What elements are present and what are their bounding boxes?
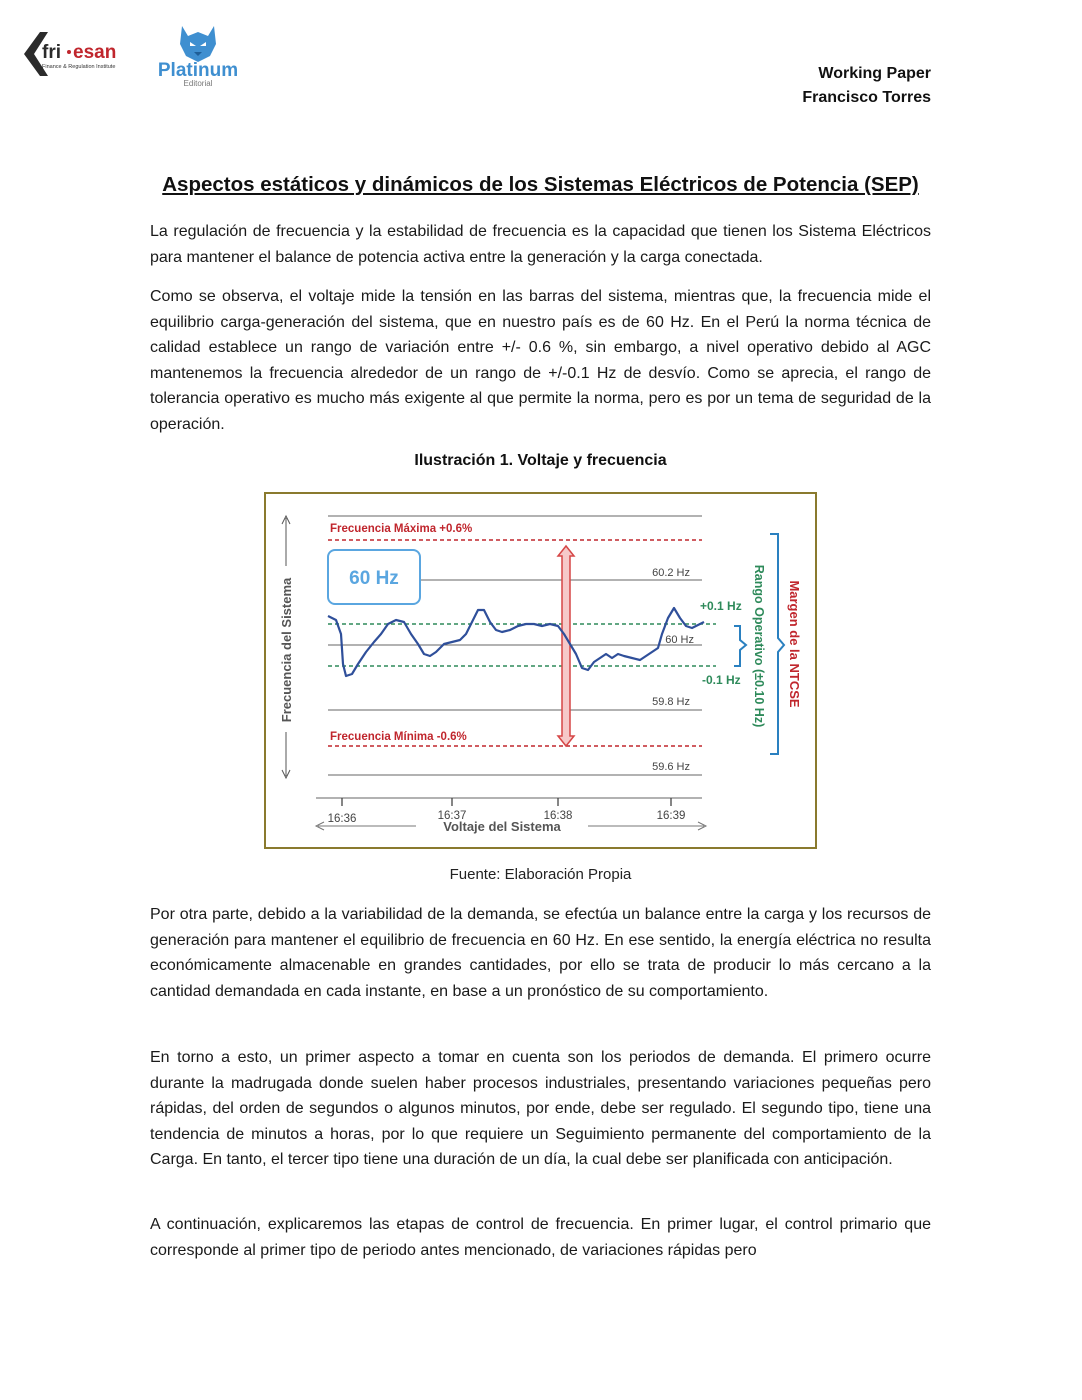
platinum-logo [152, 22, 244, 92]
friesan-logo [20, 28, 130, 84]
x-tick-1: 16:36 [327, 813, 357, 825]
friesan-logo-left-text: fri [42, 42, 61, 63]
figure-source: Fuente: Elaboración Propia [449, 866, 632, 883]
paragraph-2: Como se observa, el voltaje mide la tensión en las barras del sistema, mientras que, la frecuencia mide el equilibrio carga-generación del sistema, que en nuestro país es de 60 Hz. En el Perú la norma técnica de calidad establece un rango de variación entre +/- 0.6 %, sin embargo, a nivel operativo debido al AGC mantenemos la frecuencia alrededor de un rango de +/-0.1 Hz de desvío. Como se aprecia, el rango de tolerancia operativo es mucho más exigente al que permite la norma, pero es por un tema de seguridad de la operación. [150, 288, 931, 433]
minus-band-label: -0.1 Hz [702, 673, 741, 687]
ntcse-bracket [770, 534, 784, 754]
frequency-badge-text: 60 Hz [349, 568, 399, 589]
page-title: Aspectos estáticos y dinámicos de los Sistemas Eléctricos de Potencia (SEP) [162, 173, 919, 196]
paragraph-3: Por otra parte, debido a la variabilidad de la demanda, se efectúa un balance entre la carga y los recursos de generación para mantener el equilibrio de frecuencia en 60 Hz. En ese sentido, la energía eléctrica no resulta económicamente almacenable en grandes cantidades, por ello se trata de producir lo más cercano a la cantidad demandada en cada instante, en base a un pronóstico de su comportamiento. [150, 906, 931, 1000]
max-frequency-label: Frecuencia Máxima +0.6% [330, 523, 473, 535]
x-tick-4: 16:39 [656, 810, 686, 822]
wolf-icon [180, 26, 216, 62]
min-frequency-label: Frecuencia Mínima -0.6% [330, 731, 467, 743]
header-meta [802, 62, 931, 110]
plus-band-label: +0.1 Hz [700, 599, 742, 613]
x-tick-3: 16:38 [543, 810, 573, 822]
ref-label-59-6: 59.6 Hz [652, 761, 690, 773]
friesan-logo-right-text: esan [73, 42, 117, 63]
operative-bracket [734, 626, 746, 666]
platinum-logo-subtitle: Editorial [183, 79, 213, 88]
ref-label-60-2: 60.2 Hz [652, 567, 690, 579]
ntcse-margin-label: Margen de la NTCSE [787, 580, 802, 708]
author-name: Francisco Torres [802, 89, 931, 106]
platinum-logo-text: Platinum [157, 60, 239, 81]
ref-label-60: 60 Hz [665, 634, 694, 646]
doc-type: Working Paper [818, 65, 931, 82]
friesan-logo-subtitle: Finance & Regulation Institute [42, 64, 116, 70]
ref-label-59-8: 59.8 Hz [652, 696, 690, 708]
paragraph-1: La regulación de frecuencia y la estabilidad de frecuencia es la capacidad que tienen los Sistema Eléctricos para mantener el balance de potencia activa entre la generación y la carga conectada. [150, 223, 931, 266]
figure-frame [264, 492, 817, 849]
paragraph-5: A continuación, explicaremos las etapas de control de frecuencia. En primer lugar, el control primario que corresponde al primer tipo de periodo antes mencionado, de variaciones rápidas pero [150, 1216, 931, 1259]
x-tick-2: 16:37 [437, 810, 467, 822]
figure-caption: Ilustración 1. Voltaje y frecuencia [414, 452, 667, 469]
x-axis-label: Voltaje del Sistema [443, 819, 561, 834]
y-axis-label: Frecuencia del Sistema [279, 577, 294, 723]
operative-range-label: Rango Operativo (±0.10 Hz) [752, 564, 766, 728]
paragraph-4: En torno a esto, un primer aspecto a tomar en cuenta son los periodos de demanda. El primero ocurre durante la madrugada donde suelen haber procesos industriales, presentando variaciones pequeñas pero rápidas, del orden de segundos o algunos minutos, por ende, debe ser regulado. El segundo tipo, tiene una tendencia de minutos a horas, por lo que requiere un Seguimiento permanente del comportamiento de la Carga. En tanto, el tercer tipo tiene una duración de un día, la cual debe ser planificada con anticipación. [150, 1049, 931, 1169]
